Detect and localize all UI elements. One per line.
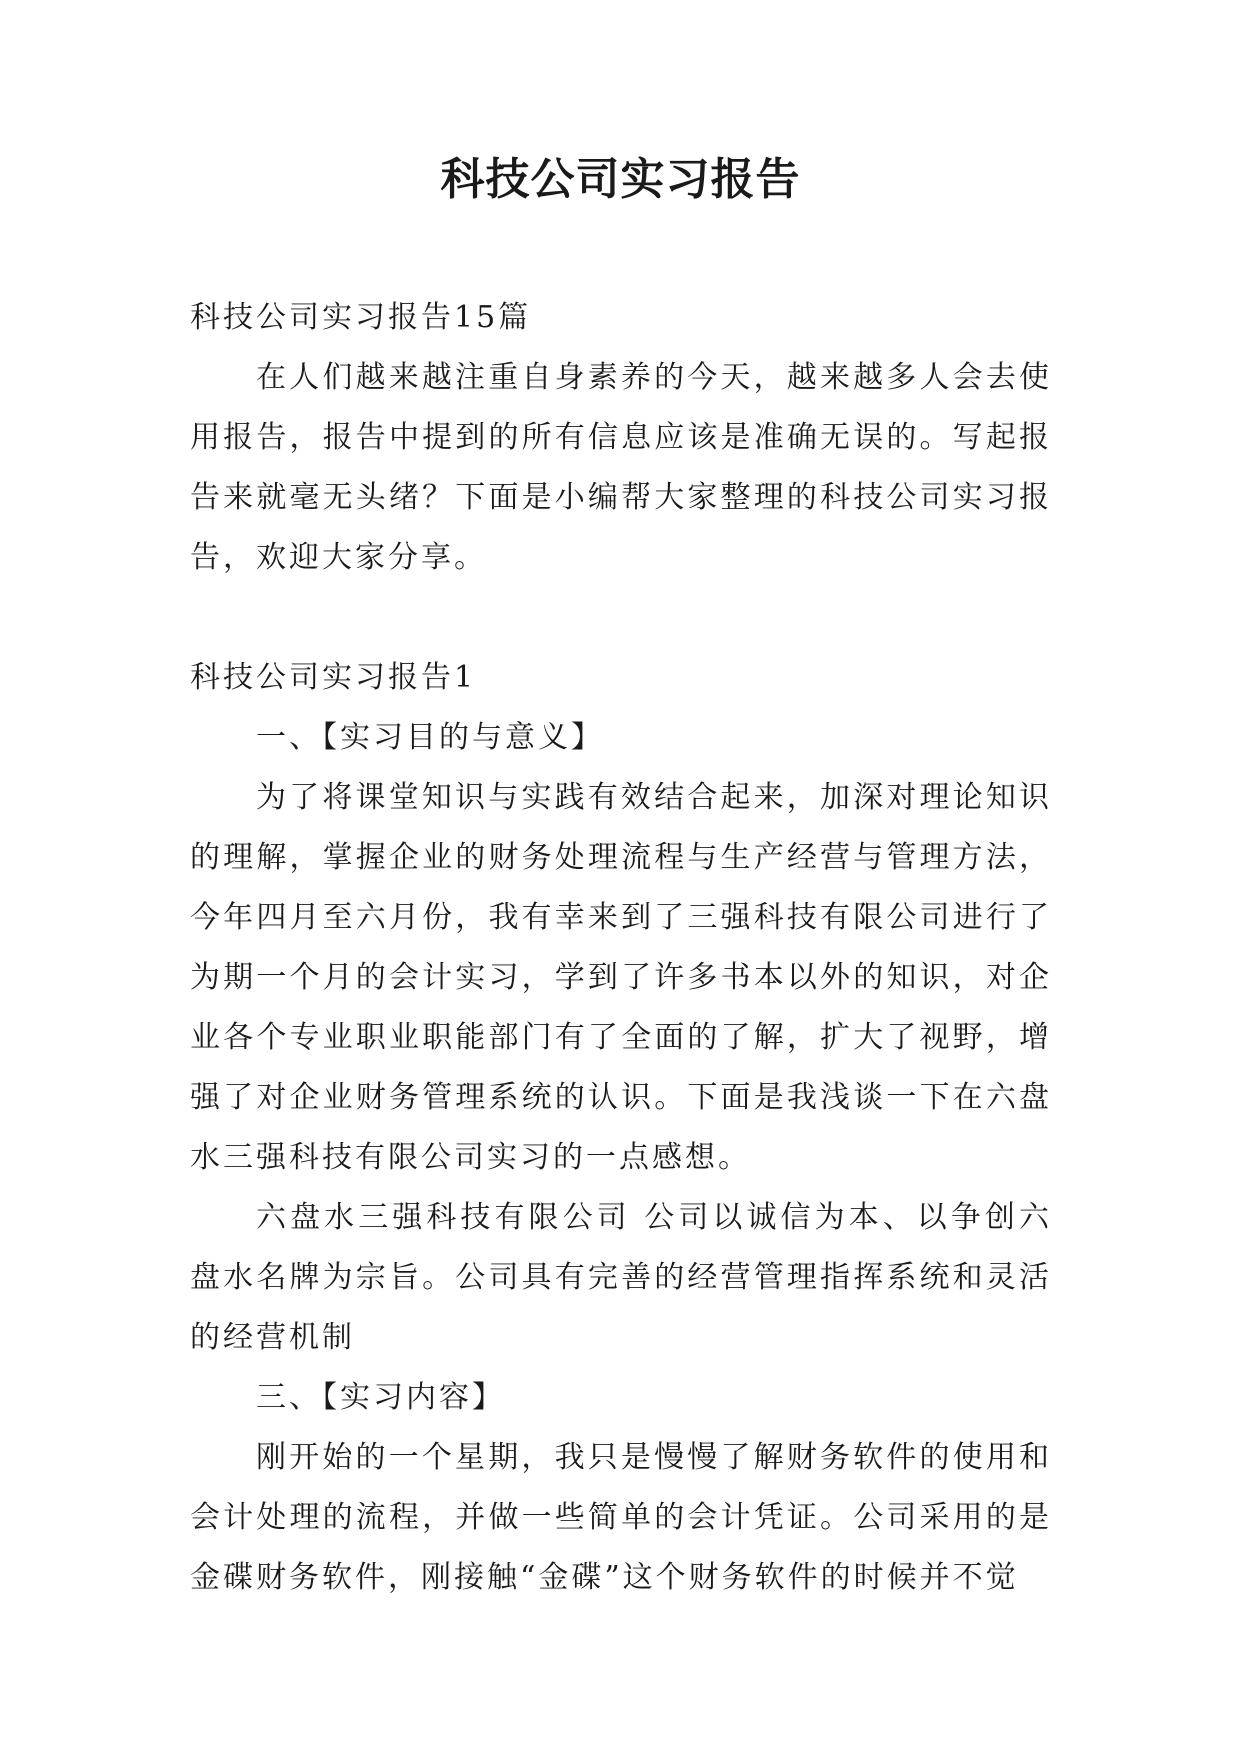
purpose-heading: 一、【实习目的与意义】 bbox=[256, 720, 604, 755]
section-spacer bbox=[190, 588, 1052, 648]
subtitle-line: 科技公司实习报告15篇 bbox=[190, 300, 532, 335]
document-body bbox=[190, 288, 1052, 1608]
content-heading: 三、【实习内容】 bbox=[256, 1380, 505, 1415]
content-paragraph: 刚开始的一个星期，我只是慢慢了解财务软件的使用和会计处理的流程，并做一些简单的会计凭证。公司采用的是金碟财务软件，刚接触“金碟”这个财务软件的时候并不觉 bbox=[190, 1440, 1052, 1595]
intro-paragraph: 在人们越来越注重自身素养的今天，越来越多人会去使用报告，报告中提到的所有信息应该是准确无误的。写起报告来就毫无头绪？下面是小编帮大家整理的科技公司实习报告，欢迎大家分享。 bbox=[190, 360, 1052, 575]
purpose-paragraph: 为了将课堂知识与实践有效结合起来，加深对理论知识的理解，掌握企业的财务处理流程与生产经营与管理方法，今年四月至六月份，我有幸来到了三强科技有限公司进行了为期一个月的会计实习，学到了许多书本以外的知识，对企业各个专业职业职能部门有了全面的了解，扩大了视野，增强了对企业财务管理系统的认识。下面是我浅谈一下在六盘水三强科技有限公司实习的一点感想。 bbox=[190, 780, 1052, 1175]
document-title: 科技公司实习报告 bbox=[440, 154, 801, 205]
section-heading: 科技公司实习报告1 bbox=[190, 660, 477, 695]
company-paragraph: 六盘水三强科技有限公司 公司以诚信为本、以争创六盘水名牌为宗旨。公司具有完善的经营管理指挥系统和灵活的经营机制 bbox=[190, 1200, 1052, 1355]
